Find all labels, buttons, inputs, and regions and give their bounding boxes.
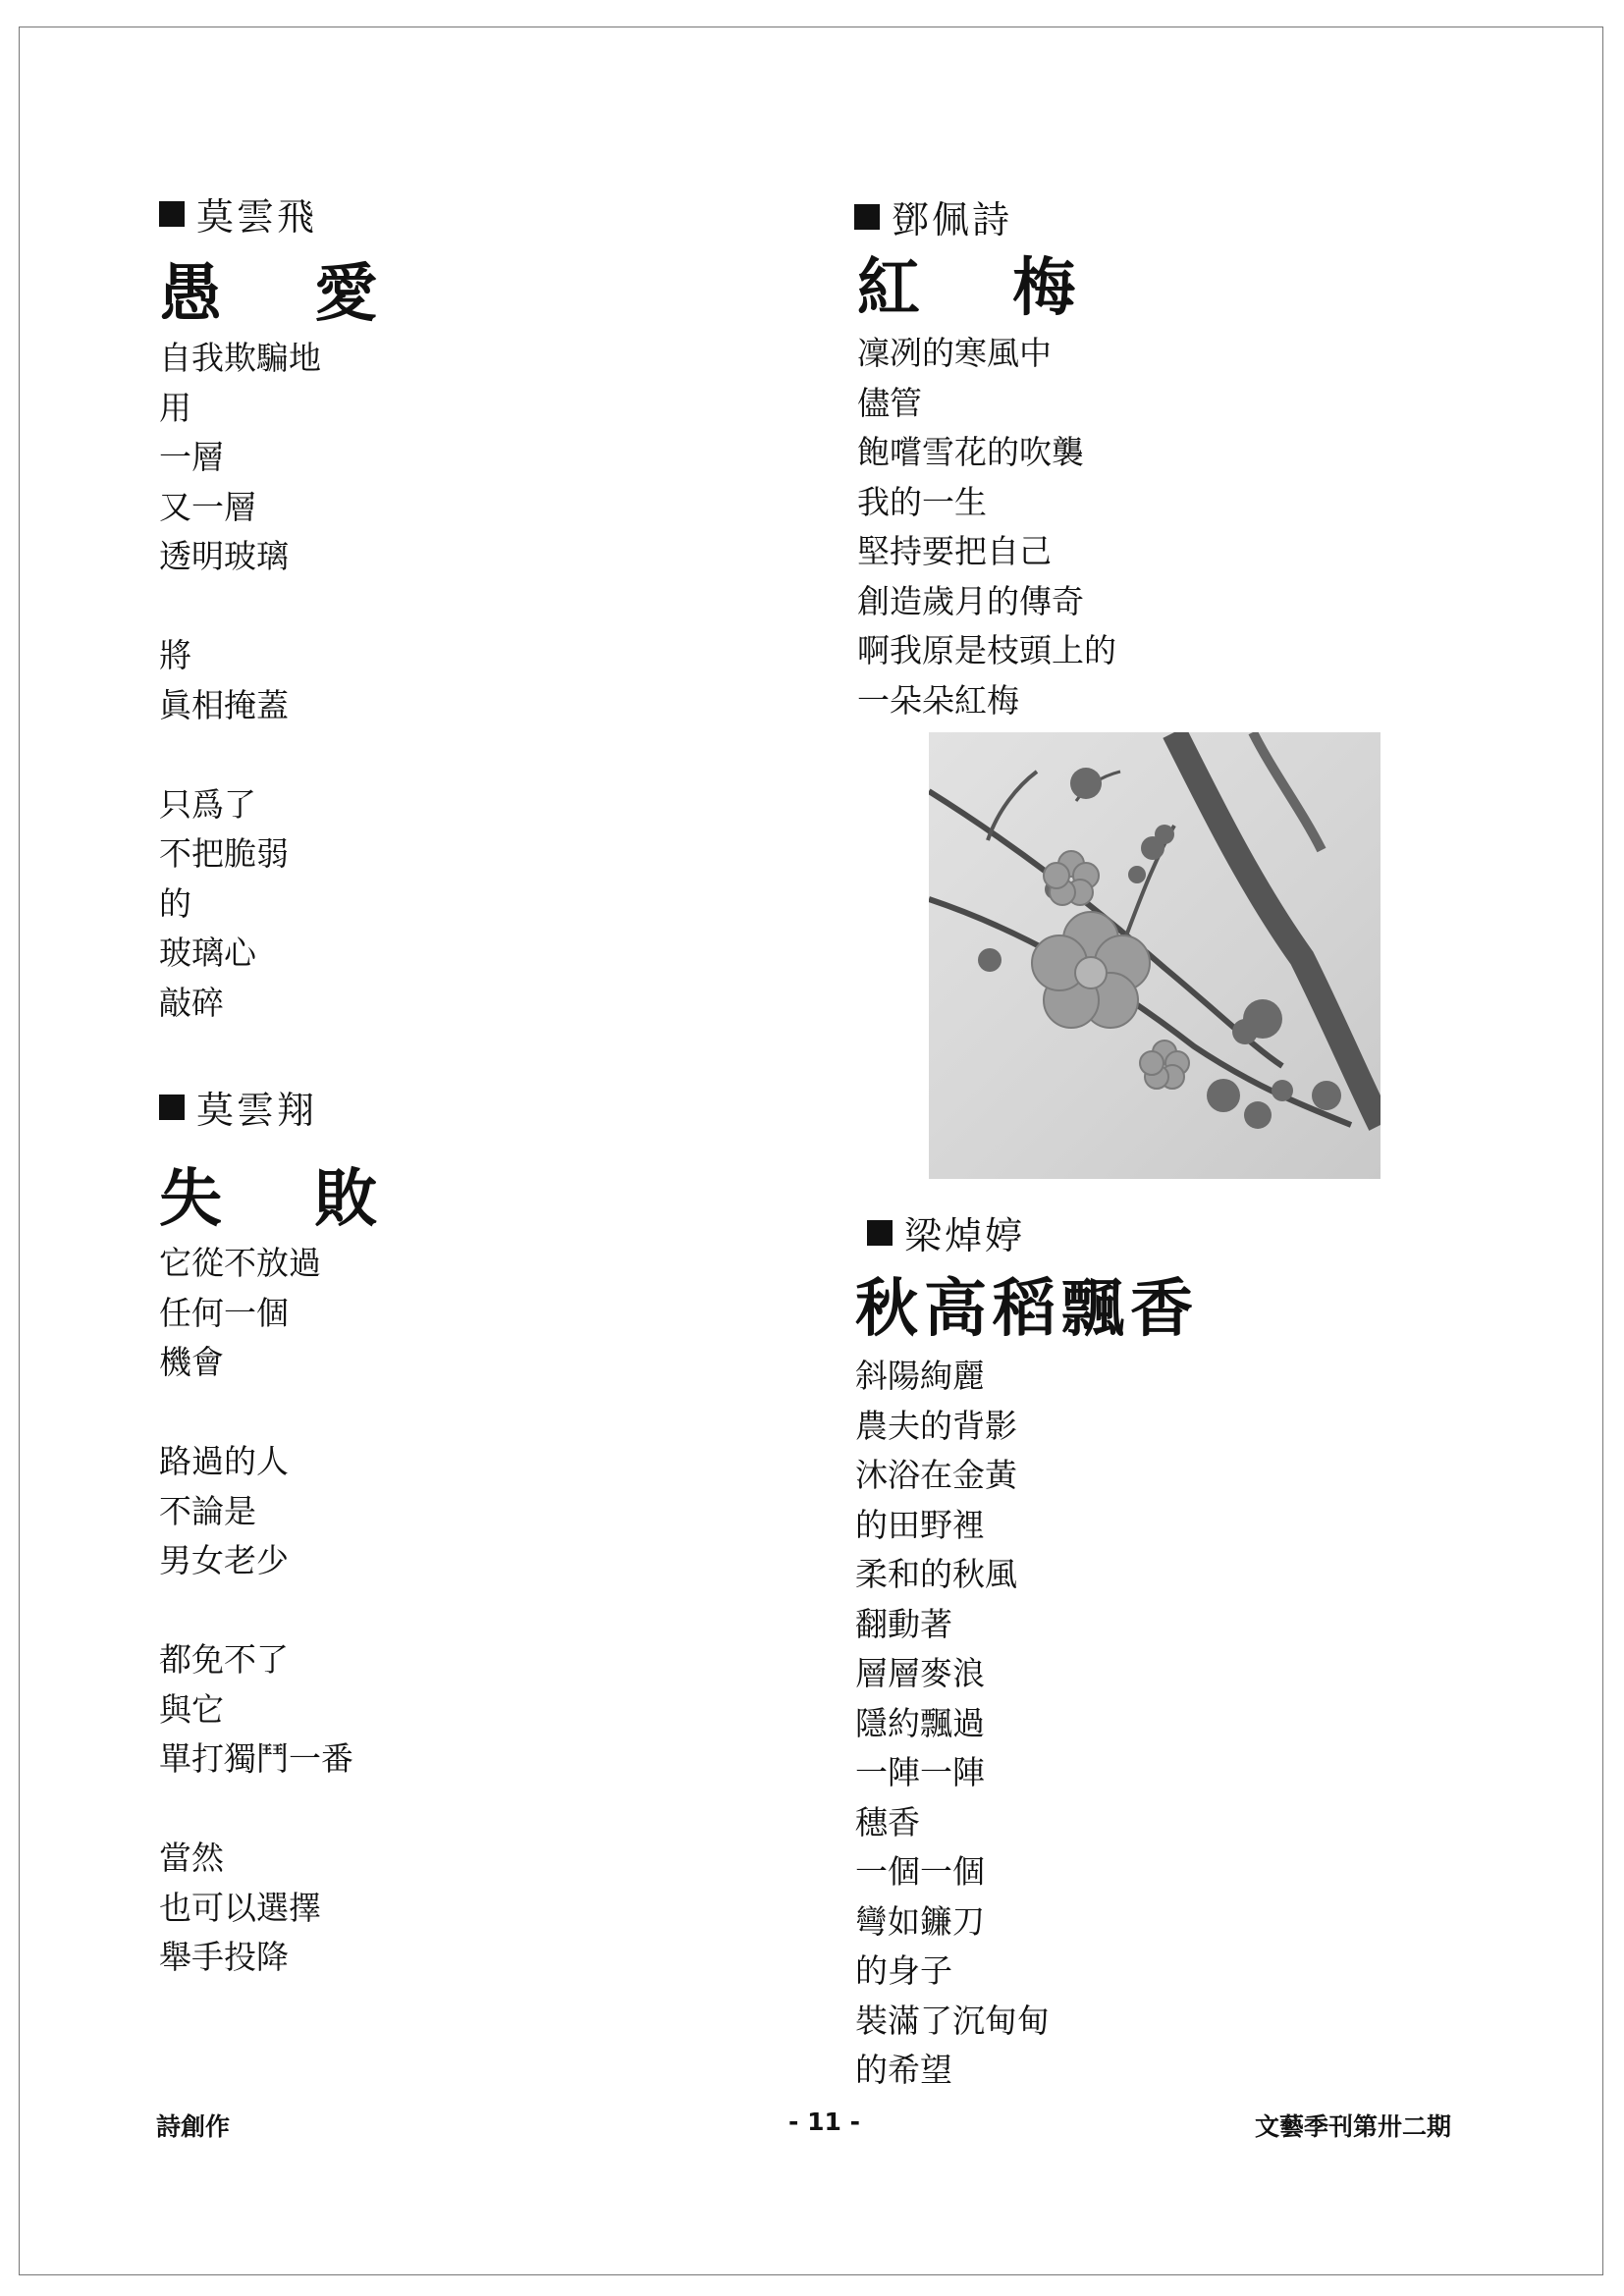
author-heading <box>867 1205 1025 1259</box>
poem-line: 男女老少 <box>159 1541 289 1579</box>
poem-line: 堅持要把自己 <box>857 532 1052 570</box>
poem-line: 凜冽的寒風中 <box>857 334 1052 372</box>
poem-line: 任何一個 <box>159 1293 289 1332</box>
poem-line: 它從不放過 <box>159 1244 321 1282</box>
poem-line: 彎如鐮刀 <box>855 1901 985 1941</box>
poem-body <box>857 329 1116 725</box>
poem-line: 也可以選擇 <box>159 1888 321 1927</box>
poem-line: 路過的人 <box>159 1442 289 1480</box>
poem-line: 斜陽絢麗 <box>855 1357 985 1395</box>
square-bullet-icon <box>159 201 185 227</box>
poem-body <box>159 334 321 1028</box>
poem-line: 創造歲月的傳奇 <box>857 581 1084 620</box>
poem-line: 不把脆弱 <box>159 834 289 873</box>
poem-line: 裝滿了沉甸甸 <box>855 2001 1050 2040</box>
poem-title: 秋高稻飄香 <box>855 1273 1199 1346</box>
poem-line: 層層麥浪 <box>855 1654 985 1692</box>
square-bullet-icon <box>867 1220 893 1246</box>
publication-name: 文藝季刊第卅二期 <box>1255 2112 1452 2141</box>
poem-line: 的 <box>159 883 191 923</box>
poem-line: 啊我原是枝頭上的 <box>857 631 1116 669</box>
stanza-break <box>159 1388 353 1438</box>
poem-line: 透明玻璃 <box>159 537 289 575</box>
poem-line: 單打獨鬥一番 <box>159 1739 353 1778</box>
author-name: 鄧佩詩 <box>892 198 1013 241</box>
poem-line: 眞相掩蓋 <box>159 685 289 724</box>
poem-line: 用 <box>159 388 191 427</box>
poem-line: 都免不了 <box>159 1640 289 1679</box>
poem-line: 的田野裡 <box>855 1505 985 1544</box>
poem-line: 的希望 <box>855 2051 952 2089</box>
poem-line: 不論是 <box>159 1491 256 1530</box>
poem-line: 自我欺騙地 <box>159 339 321 377</box>
stanza-break <box>159 730 321 780</box>
poem-line: 穗香 <box>855 1802 920 1842</box>
poem-line: 敲碎 <box>159 983 224 1022</box>
poem-line: 機會 <box>159 1343 224 1381</box>
footer-section: 詩創作 <box>156 2112 231 2141</box>
author-heading <box>854 189 1012 243</box>
square-bullet-icon <box>159 1095 185 1120</box>
author-name: 莫雲翔 <box>196 1089 318 1132</box>
plum-blossom-photo <box>929 732 1380 1179</box>
poem-line: 儘管 <box>857 383 922 422</box>
poem-line: 當然 <box>159 1839 224 1877</box>
poem-line: 玻璃心 <box>159 934 256 972</box>
poem-line: 又一層 <box>159 487 256 526</box>
poem-line: 一個一個 <box>855 1852 985 1891</box>
poem-line: 一朵朵紅梅 <box>857 680 1019 720</box>
poem-line: 一陣一陣 <box>855 1753 985 1791</box>
poem-line: 只爲了 <box>159 784 256 824</box>
poem-line: 的身子 <box>855 1951 952 1990</box>
poem-line: 一層 <box>159 438 224 476</box>
page-number: - 11 - <box>788 2108 860 2136</box>
poem-line: 將 <box>159 636 191 674</box>
author-name: 梁焯婷 <box>904 1214 1026 1257</box>
poem-line: 我的一生 <box>857 482 987 521</box>
poem-title: 失 敗 <box>159 1163 413 1236</box>
poem-title: 紅 梅 <box>857 252 1111 325</box>
poem-line: 與它 <box>159 1689 224 1729</box>
poem-title: 愚 愛 <box>159 258 413 331</box>
square-bullet-icon <box>854 204 880 230</box>
poem-line: 隱約飄過 <box>855 1703 985 1742</box>
poem-line: 翻動著 <box>855 1604 952 1643</box>
poem-body <box>159 1239 353 1983</box>
poem-line: 飽嚐雪花的吹襲 <box>857 433 1084 471</box>
author-heading <box>159 187 317 240</box>
author-name: 莫雲飛 <box>196 195 318 239</box>
stanza-break <box>159 1785 353 1835</box>
poem-line: 農夫的背影 <box>855 1406 1017 1445</box>
poem-body <box>855 1352 1050 2096</box>
stanza-break <box>159 1586 353 1636</box>
stanza-break <box>159 582 321 632</box>
poem-line: 沐浴在金黃 <box>855 1456 1017 1494</box>
author-heading <box>159 1080 317 1134</box>
poem-line: 柔和的秋風 <box>855 1555 1017 1593</box>
poem-line: 舉手投降 <box>159 1938 289 1976</box>
